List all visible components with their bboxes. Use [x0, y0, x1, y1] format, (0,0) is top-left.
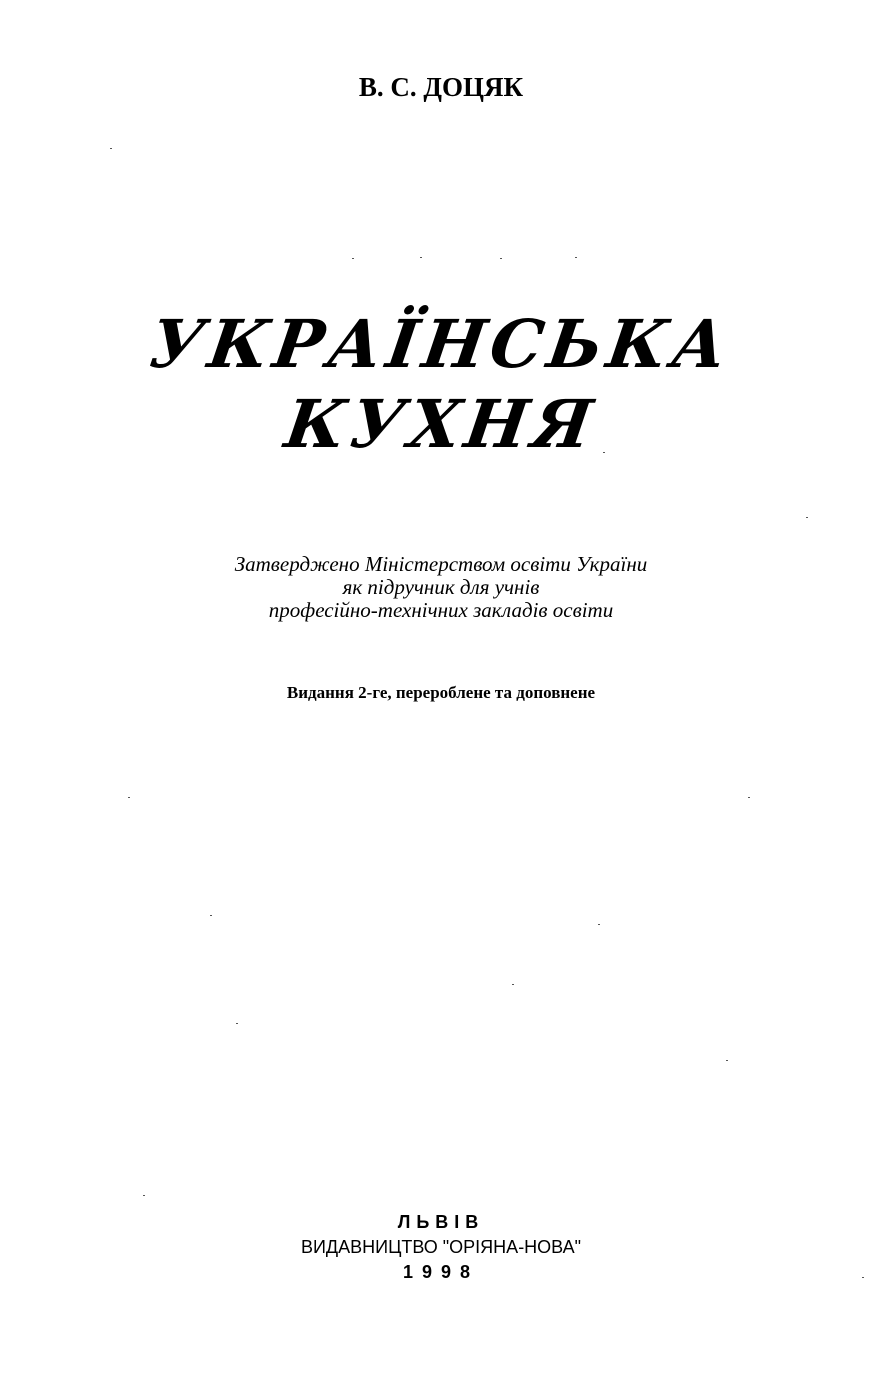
scan-speck	[420, 257, 422, 258]
scan-speck	[352, 258, 354, 259]
scan-speck	[726, 1060, 728, 1061]
imprint	[0, 1210, 882, 1285]
scan-speck	[806, 517, 808, 518]
approval-line-3: професійно-технічних закладів освіти	[268, 598, 614, 622]
approval-line-1: Затверджено Міністерством освіти України	[234, 552, 648, 576]
approval-line-2: як підручник для учнів	[342, 575, 540, 599]
approval-statement	[0, 553, 882, 622]
imprint-year: 1998	[402, 1262, 480, 1282]
scan-speck	[575, 257, 577, 258]
scan-speck	[598, 924, 600, 925]
scan-speck	[236, 1023, 238, 1024]
scan-speck	[512, 984, 514, 985]
book-title-line-2: КУХНЯ	[280, 385, 602, 463]
imprint-publisher: ВИДАВНИЦТВО "ОРІЯНА-НОВА"	[300, 1237, 581, 1257]
book-title-line-1: УКРАЇНСЬКА	[145, 305, 737, 383]
imprint-city: ЛЬВІВ	[397, 1212, 485, 1232]
scan-speck	[500, 258, 502, 259]
scan-speck	[748, 797, 750, 798]
scan-speck	[862, 1277, 864, 1278]
scan-speck	[143, 1195, 145, 1196]
scan-speck	[128, 797, 130, 798]
author-name: В. С. ДОЦЯК	[358, 72, 524, 102]
scan-speck	[110, 148, 112, 149]
scan-speck	[603, 452, 605, 453]
edition-note: Видання 2-ге, перероблене та доповнене	[286, 683, 596, 702]
scan-speck	[210, 915, 212, 916]
